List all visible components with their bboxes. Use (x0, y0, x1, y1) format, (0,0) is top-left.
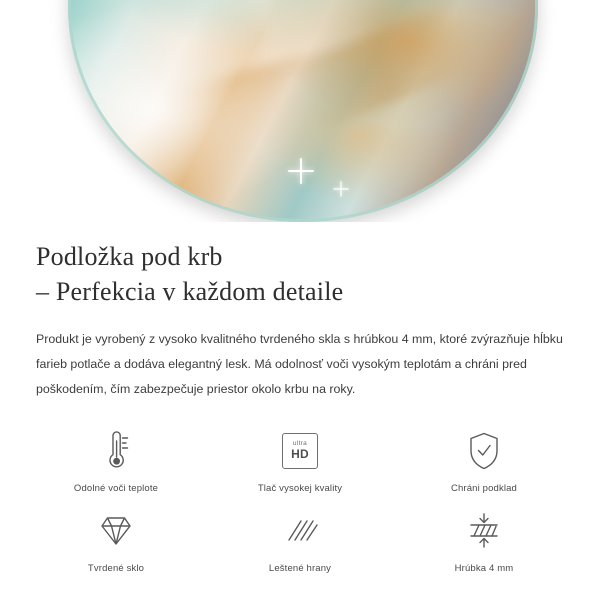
text-content (0, 222, 600, 402)
ultra-hd-icon (282, 428, 318, 474)
ultra-hd-big-text: HD (291, 447, 309, 462)
feature-label: Tlač vysokej kvality (257, 482, 343, 494)
diamond-icon (94, 508, 138, 554)
feature-label: Leštené hrany (268, 562, 332, 574)
description-paragraph: Produkt je vyrobený z vysoko kvalitného tvrdeného skla s hrúbkou 4 mm, ktoré zvýrazňuje hĺbku farieb potlače a dodáva elegantný lesk. Má odolnosť voči vysokým teplotám a chráni pred poškodením, čím zabezpečuje priestor okolo krbu na roky. (36, 332, 563, 396)
feature-item-heat-resistant (24, 428, 208, 494)
feature-label: Tvrdené sklo (87, 562, 145, 574)
page-title (36, 240, 564, 309)
thickness-arrows-icon (462, 508, 506, 554)
feature-item-print-quality (208, 428, 392, 494)
feature-item-thickness (392, 508, 576, 574)
shield-check-icon (464, 428, 504, 474)
ultra-hd-small-text: ultra (292, 439, 308, 447)
feature-label: Chráni podklad (450, 482, 517, 494)
thermometer-icon (96, 428, 136, 474)
feature-item-polished-edges (208, 508, 392, 574)
feature-grid (0, 428, 600, 574)
feature-item-protects-surface (392, 428, 576, 494)
hero-image (0, 0, 600, 222)
glass-board-image (68, 0, 538, 222)
feature-label: Odolné voči teplote (73, 482, 159, 494)
polished-edges-icon (279, 508, 321, 554)
feature-label: Hrúbka 4 mm (454, 562, 514, 574)
feature-item-tempered-glass (24, 508, 208, 574)
headline-line-1: Podložka pod krb (36, 242, 223, 271)
headline-line-2: – Perfekcia v každom detaile (36, 276, 344, 306)
